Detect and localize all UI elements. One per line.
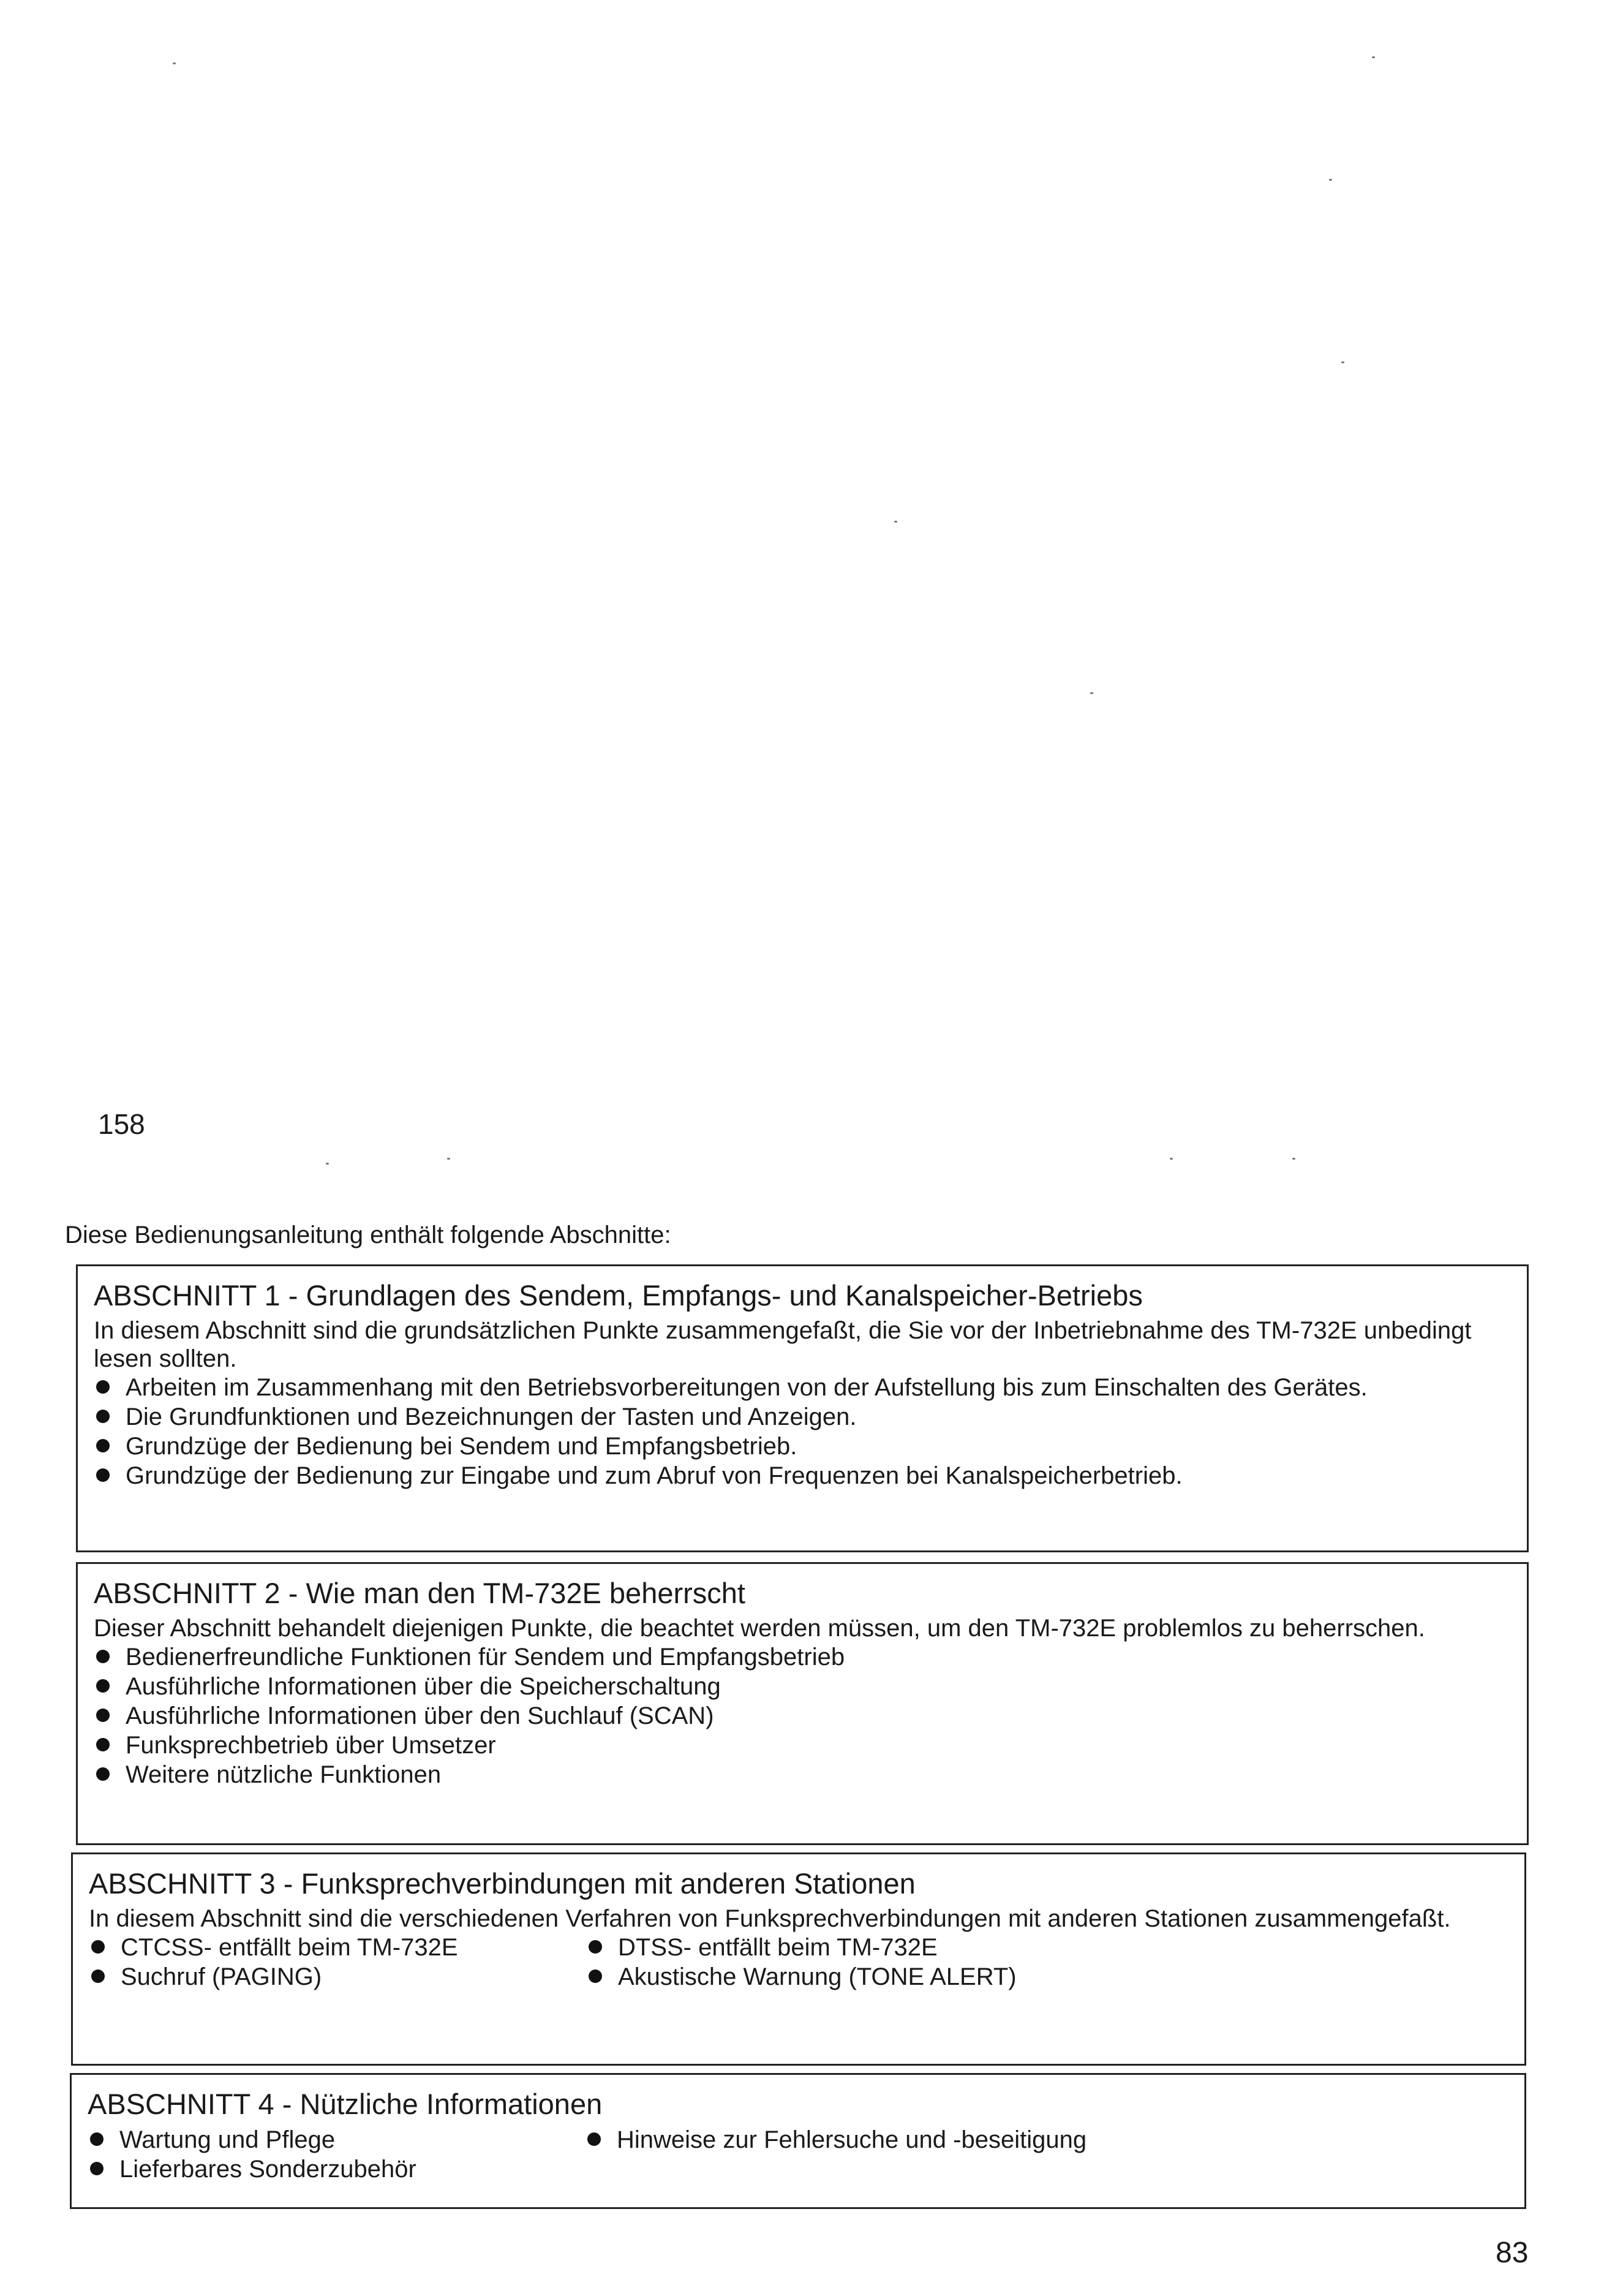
section-2-box [76, 1562, 1529, 1845]
section-1-description: In diesem Abschnitt sind die grundsätzlichen Punkte zusammengefaßt, die Sie vor der Inbetriebnahme des TM-732E unbedingt lesen sollten. [94, 1317, 1472, 1372]
scan-speck [447, 1158, 450, 1160]
list-item: Grundzüge der Bedienung bei Sendem und Empfangsbetrieb. [94, 1432, 1512, 1461]
bullet-icon [587, 2132, 601, 2146]
section-3-box [71, 1852, 1526, 2066]
scan-speck [1372, 56, 1375, 58]
scan-speck [1329, 179, 1332, 181]
list-item: Hinweise zur Fehlersuche und -beseitigung [585, 2125, 1320, 2154]
bullet-icon [96, 1410, 110, 1423]
list-item: Wartung und Pflege [88, 2125, 585, 2154]
page-number-top: 158 [98, 1108, 145, 1140]
section-4-title: ABSCHNITT 4 - Nützliche Informationen [88, 2088, 603, 2120]
list-item: DTSS- entfällt beim TM-732E [586, 1933, 1321, 1962]
scan-speck [173, 62, 176, 64]
bullet-icon [96, 1439, 110, 1452]
list-item: Akustische Warnung (TONE ALERT) [586, 1962, 1321, 1992]
list-item: CTCSS- entfällt beim TM-732E [89, 1933, 586, 1962]
list-item: Lieferbares Sonderzubehör [88, 2154, 585, 2184]
bullet-icon [96, 1380, 110, 1394]
bullet-icon [91, 1940, 105, 1954]
section-3-list [89, 1933, 1510, 1992]
bullet-icon [96, 1468, 110, 1482]
section-2-list [94, 1642, 1512, 1789]
section-3-description: In diesem Abschnitt sind die verschiedenen Verfahren von Funksprechverbindungen mit anderen Stationen zusammengefaßt. [89, 1905, 1451, 1932]
list-item: Funksprechbetrieb über Umsetzer [94, 1731, 1512, 1760]
list-item: Arbeiten im Zusammenhang mit den Betriebsvorbereitungen von der Aufstellung bis zum Einschalten des Gerätes. [94, 1373, 1512, 1402]
scan-speck [894, 521, 897, 523]
bullet-icon [90, 2132, 104, 2146]
bullet-icon [589, 1969, 602, 1983]
section-2-title: ABSCHNITT 2 - Wie man den TM-732E beherrscht [94, 1577, 745, 1609]
list-item: Die Grundfunktionen und Bezeichnungen der Tasten und Anzeigen. [94, 1402, 1512, 1432]
scan-speck [1170, 1158, 1173, 1160]
page-number-bottom: 83 [1496, 2237, 1529, 2269]
list-item: Weitere nützliche Funktionen [94, 1760, 1512, 1789]
section-4-box [70, 2073, 1526, 2209]
scan-speck [1090, 692, 1093, 694]
section-1-list [94, 1373, 1512, 1490]
bullet-icon [90, 2162, 104, 2175]
scan-speck [1341, 361, 1344, 363]
bullet-icon [96, 1738, 110, 1751]
list-item: Suchruf (PAGING) [89, 1962, 586, 1992]
scan-speck [326, 1163, 329, 1165]
bullet-icon [589, 1940, 602, 1954]
bullet-icon [96, 1709, 110, 1722]
list-item: Bedienerfreundliche Funktionen für Sendem und Empfangsbetrieb [94, 1642, 1512, 1672]
scan-speck [1292, 1158, 1295, 1160]
section-4-list [88, 2125, 1510, 2184]
bullet-icon [96, 1679, 110, 1693]
section-1-box [76, 1264, 1529, 1552]
list-item: Ausführliche Informationen über den Suchlauf (SCAN) [94, 1701, 1512, 1731]
section-2-description: Dieser Abschnitt behandelt diejenigen Punkte, die beachtet werden müssen, um den TM-732E problemlos zu beherrschen. [94, 1615, 1425, 1642]
intro-text: Diese Bedienungsanleitung enthält folgende Abschnitte: [65, 1222, 671, 1248]
bullet-icon [91, 1969, 105, 1983]
list-item: Ausführliche Informationen über die Speicherschaltung [94, 1672, 1512, 1701]
bullet-icon [96, 1767, 110, 1781]
section-1-title: ABSCHNITT 1 - Grundlagen des Sendem, Empfangs- und Kanalspeicher-Betriebs [94, 1279, 1143, 1312]
list-item: Grundzüge der Bedienung zur Eingabe und zum Abruf von Frequenzen bei Kanalspeicherbetrieb. [94, 1461, 1512, 1490]
bullet-icon [96, 1650, 110, 1663]
section-3-title: ABSCHNITT 3 - Funksprechverbindungen mit anderen Stationen [89, 1867, 916, 1900]
